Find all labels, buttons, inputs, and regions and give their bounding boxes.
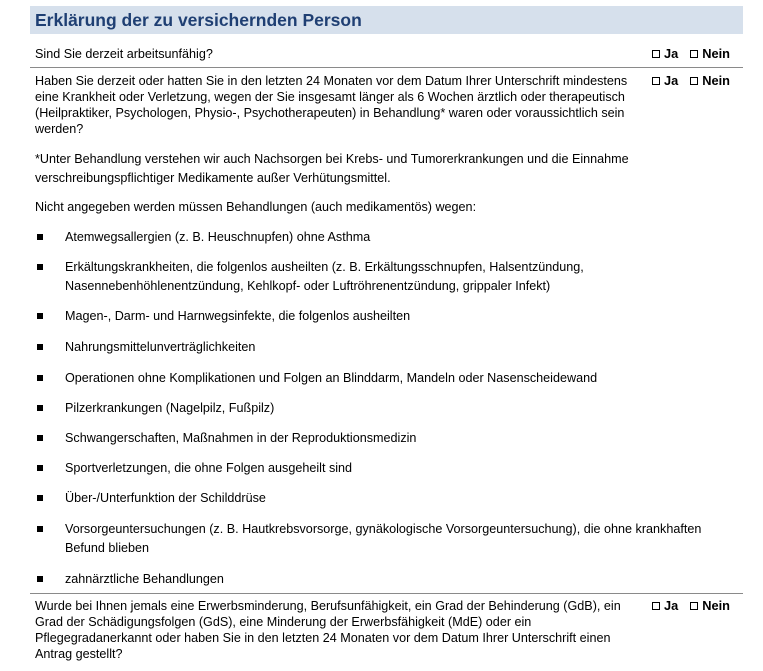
question-text: Haben Sie derzeit oder hatten Sie in den letzten 24 Monaten vor dem Datum Ihrer Unterschrift mindestens eine Krankheit oder Verletzung, wegen der Sie insgesamt länger als 6 Wochen ärztlich oder therapeutisch (Heilpraktiker, Psychologen, Physio-, Psychotherapeuten) in Behandlung* waren oder voraussichtlich sein werden? bbox=[35, 74, 628, 136]
list-item-text: Erkältungskrankheiten, die folgenlos ausheilten (z. B. Erkältungsschnupfen, Halsentzündung, Nasennebenhöhlenentzündung, Kehlkopf- oder Luftröhrenentzündung, grippaler Infekt) bbox=[65, 260, 584, 293]
bullet-icon bbox=[37, 576, 43, 582]
answer-options bbox=[652, 46, 730, 62]
no-option[interactable] bbox=[690, 46, 730, 62]
no-label: Nein bbox=[702, 73, 730, 88]
bullet-icon bbox=[37, 313, 43, 319]
yes-option[interactable] bbox=[652, 73, 678, 89]
list-item-text: Magen-, Darm- und Harnwegsinfekte, die folgenlos ausheilten bbox=[65, 309, 411, 323]
bullet-icon bbox=[37, 405, 43, 411]
bullet-icon bbox=[37, 465, 43, 471]
list-item-text: Sportverletzungen, die ohne Folgen ausgeheilt sind bbox=[65, 461, 353, 475]
question-row-1 bbox=[30, 46, 743, 62]
question-text: Wurde bei Ihnen jemals eine Erwerbsminderung, Berufsunfähigkeit, ein Grad der Behinderung (GdB), ein Grad der Schädigungsfolgen (GdS), eine Minderung der Erwerbsfähigkeit (MdE) oder ein Pflegegradanerkannt oder haben Sie in den letzten 24 Monaten vor dem Datum Ihrer Unterschrift einen Antrag gestellt? bbox=[35, 599, 621, 661]
no-option[interactable] bbox=[690, 73, 730, 89]
divider bbox=[30, 67, 743, 68]
bullet-icon bbox=[37, 375, 43, 381]
yes-label: Ja bbox=[664, 598, 679, 613]
answer-options bbox=[652, 73, 730, 89]
list-item-text: Operationen ohne Komplikationen und Folgen an Blinddarm, Mandeln oder Nasenscheidewand bbox=[65, 371, 598, 385]
list-item-text: Nahrungsmittelunverträglichkeiten bbox=[65, 340, 256, 354]
list-item-text: Schwangerschaften, Maßnahmen in der Reproduktionsmedizin bbox=[65, 431, 417, 445]
answer-options bbox=[652, 598, 730, 614]
no-checkbox[interactable] bbox=[690, 50, 698, 58]
bullet-icon bbox=[37, 495, 43, 501]
list-item-text: Pilzerkrankungen (Nagelpilz, Fußpilz) bbox=[65, 401, 275, 415]
bullet-icon bbox=[37, 435, 43, 441]
yes-option[interactable] bbox=[652, 598, 678, 614]
bullet-icon bbox=[37, 264, 43, 270]
yes-option[interactable] bbox=[652, 46, 678, 62]
question-row-3 bbox=[30, 598, 743, 664]
section-header bbox=[30, 6, 743, 34]
yes-checkbox[interactable] bbox=[652, 77, 660, 85]
yes-checkbox[interactable] bbox=[652, 602, 660, 610]
divider bbox=[30, 593, 743, 594]
yes-label: Ja bbox=[664, 73, 679, 88]
list-item-text: Vorsorgeuntersuchungen (z. B. Hautkrebsvorsorge, gynäkologische Vorsorgeuntersuchung), die ohne krankhaften Befund blieben bbox=[65, 522, 702, 555]
no-checkbox[interactable] bbox=[690, 77, 698, 85]
list-item-text: Über-/Unterfunktion der Schilddrüse bbox=[65, 491, 266, 505]
question-row-2 bbox=[30, 73, 743, 139]
list-item-text: zahnärztliche Behandlungen bbox=[65, 572, 224, 586]
question-text: Sind Sie derzeit arbeitsunfähig? bbox=[35, 47, 213, 61]
no-label: Nein bbox=[702, 46, 730, 61]
bullet-icon bbox=[37, 526, 43, 532]
exclusions-intro: Nicht angegeben werden müssen Behandlungen (auch medikamentös) wegen: bbox=[35, 200, 477, 214]
bullet-icon bbox=[37, 344, 43, 350]
no-checkbox[interactable] bbox=[690, 602, 698, 610]
no-label: Nein bbox=[702, 598, 730, 613]
bullet-icon bbox=[37, 234, 43, 240]
list-item-text: Atemwegsallergien (z. B. Heuschnupfen) ohne Asthma bbox=[65, 230, 371, 244]
yes-label: Ja bbox=[664, 46, 679, 61]
no-option[interactable] bbox=[690, 598, 730, 614]
yes-checkbox[interactable] bbox=[652, 50, 660, 58]
section-title: Erklärung der zu versichernden Person bbox=[35, 10, 362, 30]
treatment-footnote: *Unter Behandlung verstehen wir auch Nachsorgen bei Krebs- und Tumorerkrankungen und die Einnahme verschreibungspflichtiger Medikamente außer Verhütungsmittel. bbox=[35, 152, 629, 185]
